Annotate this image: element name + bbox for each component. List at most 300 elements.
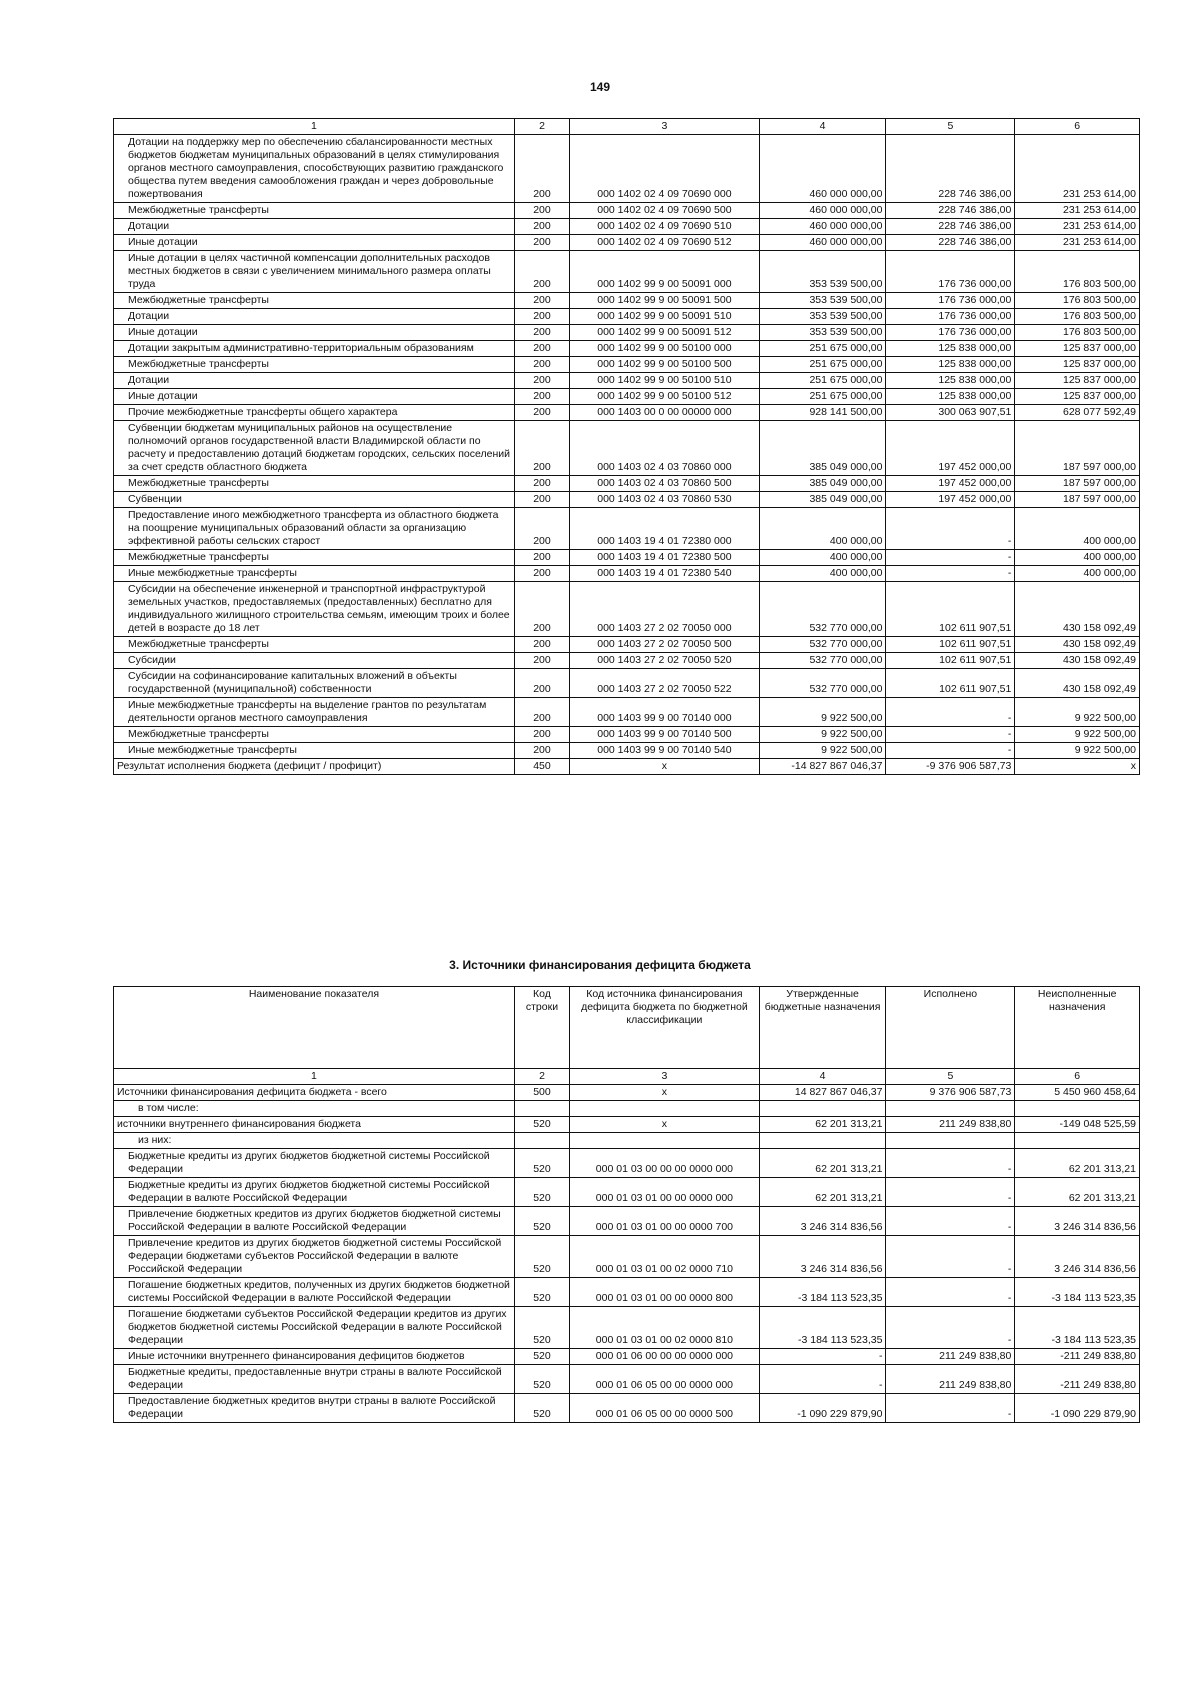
approved-amount: 400 000,00 — [759, 566, 886, 582]
table-row — [114, 325, 1140, 341]
table-row — [114, 1236, 1140, 1278]
table-row — [114, 759, 1140, 775]
unexecuted-amount: 9 922 500,00 — [1015, 743, 1140, 759]
row-name: Предоставление бюджетных кредитов внутри страны в валюте Российской Федерации — [114, 1394, 515, 1423]
row-code: 500 — [514, 1085, 569, 1101]
table-row — [114, 1149, 1140, 1178]
unexecuted-amount: 187 597 000,00 — [1015, 476, 1140, 492]
row-name: Иные дотации — [114, 325, 515, 341]
table-row — [114, 669, 1140, 698]
unexecuted-amount: 62 201 313,21 — [1015, 1178, 1140, 1207]
row-name: Дотации на поддержку мер по обеспечению сбалансированности местных бюджетов бюджетам муниципальных образований в целях стимулирования органов местного самоуправления, способствующих развитию гражданского общества путем введения самообложения граждан и через добровольные пожертвования — [114, 135, 515, 203]
column-number: 2 — [514, 1069, 569, 1085]
executed-amount: 102 611 907,51 — [886, 582, 1015, 637]
executed-amount: 197 452 000,00 — [886, 476, 1015, 492]
row-code: 200 — [514, 251, 569, 293]
expenditure-table — [113, 118, 1140, 775]
unexecuted-amount: -1 090 229 879,90 — [1015, 1394, 1140, 1423]
unexecuted-amount: 176 803 500,00 — [1015, 325, 1140, 341]
table-row — [114, 1278, 1140, 1307]
column-number-row — [114, 1069, 1140, 1085]
executed-amount: - — [886, 727, 1015, 743]
budget-classification-code: 000 1403 99 9 00 70140 540 — [570, 743, 760, 759]
approved-amount: 9 922 500,00 — [759, 727, 886, 743]
budget-classification-code: 000 1403 02 4 03 70860 500 — [570, 476, 760, 492]
executed-amount — [886, 1133, 1015, 1149]
unexecuted-amount: 176 803 500,00 — [1015, 309, 1140, 325]
executed-amount: - — [886, 1278, 1015, 1307]
executed-amount: - — [886, 1207, 1015, 1236]
approved-amount: 400 000,00 — [759, 550, 886, 566]
budget-classification-code: 000 1403 27 2 02 70050 522 — [570, 669, 760, 698]
approved-amount: 3 246 314 836,56 — [759, 1236, 886, 1278]
row-code: 200 — [514, 135, 569, 203]
row-code: 200 — [514, 582, 569, 637]
row-code: 520 — [514, 1394, 569, 1423]
executed-amount: 228 746 386,00 — [886, 135, 1015, 203]
executed-amount: 125 838 000,00 — [886, 341, 1015, 357]
approved-amount: 251 675 000,00 — [759, 341, 886, 357]
row-name: Иные межбюджетные трансферты на выделение грантов по результатам деятельности органов местного самоуправления — [114, 698, 515, 727]
executed-amount: - — [886, 1149, 1015, 1178]
approved-amount: 353 539 500,00 — [759, 309, 886, 325]
unexecuted-amount: 430 158 092,49 — [1015, 653, 1140, 669]
unexecuted-amount: 231 253 614,00 — [1015, 135, 1140, 203]
budget-classification-code: x — [570, 1085, 760, 1101]
table-row — [114, 1101, 1140, 1117]
row-code: 200 — [514, 405, 569, 421]
unexecuted-amount: 62 201 313,21 — [1015, 1149, 1140, 1178]
executed-amount: 102 611 907,51 — [886, 637, 1015, 653]
budget-classification-code: 000 1403 19 4 01 72380 000 — [570, 508, 760, 550]
approved-amount: 400 000,00 — [759, 508, 886, 550]
row-code: 200 — [514, 357, 569, 373]
unexecuted-amount: -211 249 838,80 — [1015, 1349, 1140, 1365]
table-row — [114, 293, 1140, 309]
row-code: 520 — [514, 1236, 569, 1278]
budget-classification-code — [570, 1133, 760, 1149]
approved-amount: -14 827 867 046,37 — [759, 759, 886, 775]
row-name: в том числе: — [114, 1101, 515, 1117]
budget-classification-code: 000 01 06 05 00 00 0000 500 — [570, 1394, 760, 1423]
header-row — [114, 987, 1140, 1069]
row-code: 200 — [514, 550, 569, 566]
approved-amount: 460 000 000,00 — [759, 135, 886, 203]
budget-classification-code: 000 01 03 01 00 02 0000 710 — [570, 1236, 760, 1278]
column-number: 5 — [886, 1069, 1015, 1085]
table-row — [114, 219, 1140, 235]
table-row — [114, 1349, 1140, 1365]
executed-amount: 125 838 000,00 — [886, 357, 1015, 373]
budget-classification-code: 000 01 06 05 00 00 0000 000 — [570, 1365, 760, 1394]
approved-amount: 460 000 000,00 — [759, 235, 886, 251]
row-code: 520 — [514, 1365, 569, 1394]
table-row — [114, 476, 1140, 492]
approved-amount: 251 675 000,00 — [759, 357, 886, 373]
column-number: 3 — [570, 1069, 760, 1085]
row-name: Источники финансирования дефицита бюджета - всего — [114, 1085, 515, 1101]
row-code: 200 — [514, 637, 569, 653]
column-number: 1 — [114, 119, 515, 135]
table-row — [114, 508, 1140, 550]
budget-classification-code: 000 01 06 00 00 00 0000 000 — [570, 1349, 760, 1365]
unexecuted-amount: 400 000,00 — [1015, 566, 1140, 582]
column-header: Утвержденные бюджетные назначения — [759, 987, 886, 1069]
unexecuted-amount: 176 803 500,00 — [1015, 251, 1140, 293]
budget-classification-code: 000 1402 02 4 09 70690 500 — [570, 203, 760, 219]
budget-classification-code: 000 1402 99 9 00 50091 512 — [570, 325, 760, 341]
row-code: 520 — [514, 1349, 569, 1365]
budget-classification-code: 000 01 03 01 00 02 0000 810 — [570, 1307, 760, 1349]
column-number: 3 — [570, 119, 760, 135]
row-code: 200 — [514, 476, 569, 492]
table-row — [114, 653, 1140, 669]
approved-amount: 62 201 313,21 — [759, 1149, 886, 1178]
row-name: Субсидии на обеспечение инженерной и транспортной инфраструктурой земельных участков, предоставляемых (предоставленных) бесплатно для индивидуального жилищного строительства семьям, имеющим троих и более детей в возрасте до 18 лет — [114, 582, 515, 637]
approved-amount: 62 201 313,21 — [759, 1117, 886, 1133]
executed-amount — [886, 1101, 1015, 1117]
approved-amount: 460 000 000,00 — [759, 219, 886, 235]
budget-classification-code: 000 01 03 00 00 00 0000 000 — [570, 1149, 760, 1178]
budget-classification-code: 000 1402 99 9 00 50100 500 — [570, 357, 760, 373]
row-name: Дотации — [114, 373, 515, 389]
budget-classification-code: 000 1402 02 4 09 70690 000 — [570, 135, 760, 203]
row-code: 200 — [514, 698, 569, 727]
budget-classification-code: 000 01 03 01 00 00 0000 000 — [570, 1178, 760, 1207]
budget-classification-code: 000 01 03 01 00 00 0000 700 — [570, 1207, 760, 1236]
executed-amount: - — [886, 1394, 1015, 1423]
executed-amount: - — [886, 1307, 1015, 1349]
row-name: Иные межбюджетные трансферты — [114, 743, 515, 759]
row-code: 200 — [514, 566, 569, 582]
approved-amount: 385 049 000,00 — [759, 476, 886, 492]
row-name: Субвенции — [114, 492, 515, 508]
row-name: источники внутреннего финансирования бюджета — [114, 1117, 515, 1133]
unexecuted-amount: 400 000,00 — [1015, 508, 1140, 550]
unexecuted-amount: -3 184 113 523,35 — [1015, 1278, 1140, 1307]
column-number: 6 — [1015, 119, 1140, 135]
row-code: 200 — [514, 421, 569, 476]
row-name: Привлечение кредитов из других бюджетов бюджетной системы Российской Федерации бюджетами субъектов Российской Федерации в валюте Российской Федерации — [114, 1236, 515, 1278]
column-number: 1 — [114, 1069, 515, 1085]
row-code: 200 — [514, 492, 569, 508]
row-name: Привлечение бюджетных кредитов из других бюджетов бюджетной системы Российской Федерации в валюте Российской Федерации — [114, 1207, 515, 1236]
approved-amount: 385 049 000,00 — [759, 492, 886, 508]
unexecuted-amount: 187 597 000,00 — [1015, 492, 1140, 508]
executed-amount: 176 736 000,00 — [886, 309, 1015, 325]
table-row — [114, 1365, 1140, 1394]
row-name: Межбюджетные трансферты — [114, 727, 515, 743]
unexecuted-amount: 176 803 500,00 — [1015, 293, 1140, 309]
row-name: Бюджетные кредиты из других бюджетов бюджетной системы Российской Федерации в валюте Российской Федерации — [114, 1178, 515, 1207]
approved-amount: 532 770 000,00 — [759, 653, 886, 669]
unexecuted-amount: 5 450 960 458,64 — [1015, 1085, 1140, 1101]
row-name: Иные межбюджетные трансферты — [114, 566, 515, 582]
budget-classification-code: 000 1403 19 4 01 72380 500 — [570, 550, 760, 566]
table-row — [114, 743, 1140, 759]
column-number: 2 — [514, 119, 569, 135]
budget-classification-code: 000 1403 00 0 00 00000 000 — [570, 405, 760, 421]
approved-amount: 62 201 313,21 — [759, 1178, 886, 1207]
approved-amount: 353 539 500,00 — [759, 325, 886, 341]
executed-amount: 300 063 907,51 — [886, 405, 1015, 421]
row-code: 520 — [514, 1117, 569, 1133]
executed-amount: 9 376 906 587,73 — [886, 1085, 1015, 1101]
row-code: 200 — [514, 669, 569, 698]
table-row — [114, 1085, 1140, 1101]
approved-amount: 353 539 500,00 — [759, 251, 886, 293]
row-code: 200 — [514, 325, 569, 341]
unexecuted-amount: 628 077 592,49 — [1015, 405, 1140, 421]
column-number: 4 — [759, 119, 886, 135]
row-name: Субвенции бюджетам муниципальных районов на осуществление полномочий органов государственной власти Владимирской области по расчету и предоставлению дотаций бюджетам городских, сельских поселений за счет средств областного бюджета — [114, 421, 515, 476]
column-header: Исполнено — [886, 987, 1015, 1069]
executed-amount: 125 838 000,00 — [886, 373, 1015, 389]
unexecuted-amount: 9 922 500,00 — [1015, 698, 1140, 727]
row-name: Дотации — [114, 219, 515, 235]
unexecuted-amount: 125 837 000,00 — [1015, 373, 1140, 389]
section-title: 3. Источники финансирования дефицита бюджета — [449, 958, 751, 972]
approved-amount: 3 246 314 836,56 — [759, 1207, 886, 1236]
budget-classification-code: 000 1402 99 9 00 50091 000 — [570, 251, 760, 293]
row-code: 200 — [514, 373, 569, 389]
row-name: Предоставление иного межбюджетного трансферта из областного бюджета на поощрение муниципальных образований области за организацию эффективной работы сельских старост — [114, 508, 515, 550]
executed-amount: 102 611 907,51 — [886, 653, 1015, 669]
unexecuted-amount: -211 249 838,80 — [1015, 1365, 1140, 1394]
executed-amount: - — [886, 1236, 1015, 1278]
column-header: Наименование показателя — [114, 987, 515, 1069]
budget-classification-code: 000 01 03 01 00 00 0000 800 — [570, 1278, 760, 1307]
unexecuted-amount — [1015, 1101, 1140, 1117]
approved-amount: 14 827 867 046,37 — [759, 1085, 886, 1101]
executed-amount: 211 249 838,80 — [886, 1117, 1015, 1133]
executed-amount: 211 249 838,80 — [886, 1365, 1015, 1394]
approved-amount: -1 090 229 879,90 — [759, 1394, 886, 1423]
approved-amount: - — [759, 1349, 886, 1365]
executed-amount: 228 746 386,00 — [886, 235, 1015, 251]
row-name: Межбюджетные трансферты — [114, 203, 515, 219]
budget-classification-code — [570, 1101, 760, 1117]
table-row — [114, 566, 1140, 582]
row-name: Иные дотации — [114, 235, 515, 251]
approved-amount: 9 922 500,00 — [759, 743, 886, 759]
executed-amount: 228 746 386,00 — [886, 203, 1015, 219]
table-row — [114, 550, 1140, 566]
budget-classification-code: x — [570, 1117, 760, 1133]
approved-amount: 251 675 000,00 — [759, 373, 886, 389]
table-row — [114, 389, 1140, 405]
budget-classification-code: 000 1403 27 2 02 70050 520 — [570, 653, 760, 669]
row-code: 520 — [514, 1178, 569, 1207]
column-header: Код строки — [514, 987, 569, 1069]
budget-classification-code: 000 1402 02 4 09 70690 510 — [570, 219, 760, 235]
budget-classification-code: 000 1403 27 2 02 70050 500 — [570, 637, 760, 653]
budget-classification-code: 000 1402 99 9 00 50100 510 — [570, 373, 760, 389]
table-row — [114, 309, 1140, 325]
executed-amount: - — [886, 566, 1015, 582]
approved-amount: 532 770 000,00 — [759, 582, 886, 637]
row-name: Дотации — [114, 309, 515, 325]
column-header: Код источника финансирования дефицита бюджета по бюджетной классификации — [570, 987, 760, 1069]
executed-amount: 102 611 907,51 — [886, 669, 1015, 698]
budget-classification-code: 000 1403 27 2 02 70050 000 — [570, 582, 760, 637]
budget-classification-code: 000 1403 99 9 00 70140 000 — [570, 698, 760, 727]
row-code: 200 — [514, 203, 569, 219]
unexecuted-amount: 430 158 092,49 — [1015, 669, 1140, 698]
row-code: 200 — [514, 743, 569, 759]
unexecuted-amount: 125 837 000,00 — [1015, 341, 1140, 357]
row-name: Межбюджетные трансферты — [114, 476, 515, 492]
approved-amount: 353 539 500,00 — [759, 293, 886, 309]
budget-classification-code: 000 1402 02 4 09 70690 512 — [570, 235, 760, 251]
approved-amount: -3 184 113 523,35 — [759, 1278, 886, 1307]
page-number: 149 — [589, 80, 611, 94]
unexecuted-amount: 9 922 500,00 — [1015, 727, 1140, 743]
executed-amount: - — [886, 743, 1015, 759]
row-code: 450 — [514, 759, 569, 775]
row-name: Межбюджетные трансферты — [114, 550, 515, 566]
column-number: 5 — [886, 119, 1015, 135]
table-row — [114, 405, 1140, 421]
unexecuted-amount: 125 837 000,00 — [1015, 389, 1140, 405]
row-code: 200 — [514, 508, 569, 550]
row-code: 200 — [514, 389, 569, 405]
unexecuted-amount: 430 158 092,49 — [1015, 637, 1140, 653]
budget-classification-code: 000 1402 99 9 00 50100 000 — [570, 341, 760, 357]
executed-amount: - — [886, 508, 1015, 550]
row-code: 200 — [514, 235, 569, 251]
approved-amount: 532 770 000,00 — [759, 637, 886, 653]
row-name: Иные дотации — [114, 389, 515, 405]
table-row — [114, 727, 1140, 743]
row-code: 200 — [514, 293, 569, 309]
row-name: Субсидии — [114, 653, 515, 669]
unexecuted-amount: -3 184 113 523,35 — [1015, 1307, 1140, 1349]
row-name: Субсидии на софинансирование капитальных вложений в объекты государственной (муниципальной) собственности — [114, 669, 515, 698]
financing-sources-table — [113, 986, 1140, 1423]
table-row — [114, 1178, 1140, 1207]
budget-classification-code: 000 1402 99 9 00 50091 510 — [570, 309, 760, 325]
executed-amount: 176 736 000,00 — [886, 293, 1015, 309]
table-row — [114, 251, 1140, 293]
table-row — [114, 698, 1140, 727]
executed-amount: -9 376 906 587,73 — [886, 759, 1015, 775]
row-code: 520 — [514, 1207, 569, 1236]
unexecuted-amount — [1015, 1133, 1140, 1149]
budget-classification-code: 000 1402 99 9 00 50091 500 — [570, 293, 760, 309]
row-code: 520 — [514, 1149, 569, 1178]
executed-amount: 228 746 386,00 — [886, 219, 1015, 235]
row-name: Прочие межбюджетные трансферты общего характера — [114, 405, 515, 421]
row-name: Погашение бюджетами субъектов Российской Федерации кредитов из других бюджетов бюджетной системы Российской Федерации в валюте Российской Федерации — [114, 1307, 515, 1349]
executed-amount: 176 736 000,00 — [886, 325, 1015, 341]
executed-amount: - — [886, 698, 1015, 727]
budget-classification-code: 000 1403 99 9 00 70140 500 — [570, 727, 760, 743]
unexecuted-amount: 3 246 314 836,56 — [1015, 1207, 1140, 1236]
row-name: Межбюджетные трансферты — [114, 357, 515, 373]
approved-amount: 385 049 000,00 — [759, 421, 886, 476]
table-row — [114, 203, 1140, 219]
row-code: 520 — [514, 1307, 569, 1349]
executed-amount: - — [886, 1178, 1015, 1207]
approved-amount: 9 922 500,00 — [759, 698, 886, 727]
table-row — [114, 357, 1140, 373]
unexecuted-amount: 430 158 092,49 — [1015, 582, 1140, 637]
approved-amount: - — [759, 1365, 886, 1394]
unexecuted-amount: 231 253 614,00 — [1015, 235, 1140, 251]
unexecuted-amount: 187 597 000,00 — [1015, 421, 1140, 476]
column-header: Неисполненные назначения — [1015, 987, 1140, 1069]
budget-classification-code: 000 1403 02 4 03 70860 000 — [570, 421, 760, 476]
unexecuted-amount: -149 048 525,59 — [1015, 1117, 1140, 1133]
table-row — [114, 1394, 1140, 1423]
row-name: Результат исполнения бюджета (дефицит / профицит) — [114, 759, 515, 775]
budget-classification-code: 000 1402 99 9 00 50100 512 — [570, 389, 760, 405]
row-name: из них: — [114, 1133, 515, 1149]
table-row — [114, 1207, 1140, 1236]
row-code — [514, 1133, 569, 1149]
table-row — [114, 135, 1140, 203]
approved-amount: 460 000 000,00 — [759, 203, 886, 219]
executed-amount: 125 838 000,00 — [886, 389, 1015, 405]
budget-classification-code: x — [570, 759, 760, 775]
row-name: Бюджетные кредиты, предоставленные внутри страны в валюте Российской Федерации — [114, 1365, 515, 1394]
table-row — [114, 637, 1140, 653]
row-name: Иные дотации в целях частичной компенсации дополнительных расходов местных бюджетов в связи с увеличением минимального размера оплаты труда — [114, 251, 515, 293]
approved-amount — [759, 1101, 886, 1117]
unexecuted-amount: 400 000,00 — [1015, 550, 1140, 566]
unexecuted-amount: 231 253 614,00 — [1015, 219, 1140, 235]
table-row — [114, 1133, 1140, 1149]
table-row — [114, 582, 1140, 637]
approved-amount: -3 184 113 523,35 — [759, 1307, 886, 1349]
table-row — [114, 373, 1140, 389]
row-name: Иные источники внутреннего финансирования дефицитов бюджетов — [114, 1349, 515, 1365]
row-code: 200 — [514, 309, 569, 325]
row-code: 200 — [514, 727, 569, 743]
executed-amount: 211 249 838,80 — [886, 1349, 1015, 1365]
row-code: 200 — [514, 653, 569, 669]
row-name: Межбюджетные трансферты — [114, 637, 515, 653]
table-row — [114, 492, 1140, 508]
table-row — [114, 1307, 1140, 1349]
executed-amount: 176 736 000,00 — [886, 251, 1015, 293]
table-row — [114, 341, 1140, 357]
row-code: 520 — [514, 1278, 569, 1307]
unexecuted-amount: x — [1015, 759, 1140, 775]
row-name: Межбюджетные трансферты — [114, 293, 515, 309]
row-code: 200 — [514, 341, 569, 357]
row-name: Погашение бюджетных кредитов, полученных из других бюджетов бюджетной системы Российской Федерации в валюте Российской Федерации — [114, 1278, 515, 1307]
approved-amount: 251 675 000,00 — [759, 389, 886, 405]
column-number-row — [114, 119, 1140, 135]
unexecuted-amount: 231 253 614,00 — [1015, 203, 1140, 219]
column-number: 4 — [759, 1069, 886, 1085]
table-row — [114, 421, 1140, 476]
column-number: 6 — [1015, 1069, 1140, 1085]
row-name: Дотации закрытым административно-территориальным образованиям — [114, 341, 515, 357]
row-name: Бюджетные кредиты из других бюджетов бюджетной системы Российской Федерации — [114, 1149, 515, 1178]
unexecuted-amount: 3 246 314 836,56 — [1015, 1236, 1140, 1278]
table-row — [114, 235, 1140, 251]
approved-amount — [759, 1133, 886, 1149]
table-row — [114, 1117, 1140, 1133]
executed-amount: - — [886, 550, 1015, 566]
executed-amount: 197 452 000,00 — [886, 421, 1015, 476]
approved-amount: 928 141 500,00 — [759, 405, 886, 421]
executed-amount: 197 452 000,00 — [886, 492, 1015, 508]
budget-classification-code: 000 1403 19 4 01 72380 540 — [570, 566, 760, 582]
